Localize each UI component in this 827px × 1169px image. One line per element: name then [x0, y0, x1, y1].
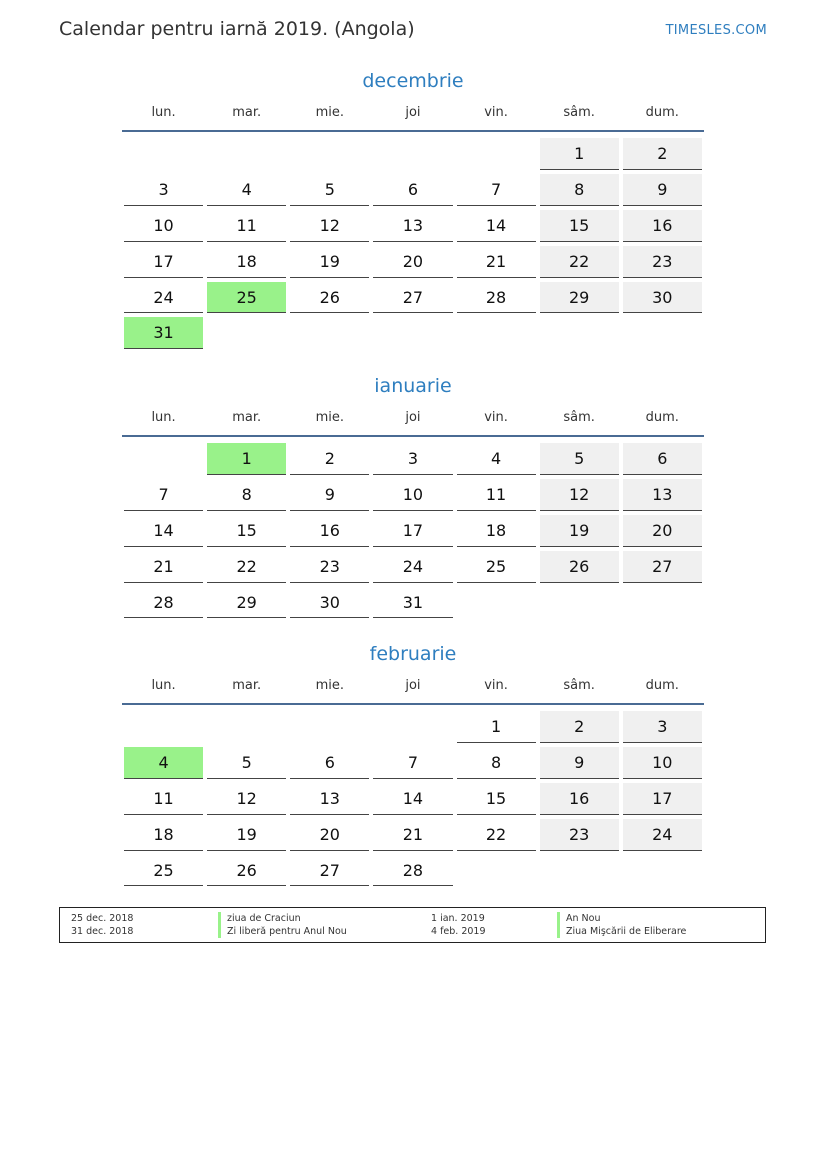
day-number: 22: [457, 819, 536, 851]
day-cell[interactable]: [371, 513, 454, 549]
day-cell[interactable]: [538, 817, 621, 853]
page-title: Calendar pentru iarnă 2019. (Angola): [59, 18, 415, 40]
day-number: 16: [290, 515, 369, 547]
weekday-label: vin.: [484, 105, 508, 120]
day-cell[interactable]: [371, 280, 454, 316]
legend-holiday-name: Ziua Mişcării de Eliberare: [557, 925, 686, 938]
day-number: 18: [457, 515, 536, 547]
month-title: ianuarie: [374, 375, 452, 397]
day-number: 4: [207, 174, 286, 206]
day-cell[interactable]: [122, 817, 205, 853]
weekday-label: vin.: [484, 678, 508, 693]
day-number: 27: [623, 551, 702, 583]
holiday-day-cell[interactable]: [205, 441, 288, 477]
weekday-label: sâm.: [563, 105, 595, 120]
day-number: 12: [290, 210, 369, 242]
day-cell[interactable]: [455, 781, 538, 817]
day-cell[interactable]: [538, 781, 621, 817]
day-cell[interactable]: [205, 781, 288, 817]
empty-cell: [288, 709, 371, 745]
day-number: 9: [540, 747, 619, 779]
day-number: 2: [540, 711, 619, 743]
day-number: 7: [124, 479, 203, 511]
day-cell[interactable]: [205, 477, 288, 513]
day-cell[interactable]: [455, 549, 538, 585]
day-cell[interactable]: [371, 781, 454, 817]
day-cell[interactable]: [371, 745, 454, 781]
day-cell[interactable]: [538, 745, 621, 781]
day-cell[interactable]: [371, 441, 454, 477]
weekday-label: mie.: [315, 105, 345, 120]
day-number: 28: [373, 855, 452, 887]
weekday-header: [122, 104, 704, 132]
day-cell[interactable]: [205, 513, 288, 549]
day-number: 29: [540, 282, 619, 314]
day-number: 9: [290, 479, 369, 511]
weekday-label: mie.: [315, 410, 345, 425]
day-cell[interactable]: [621, 244, 704, 280]
day-cell[interactable]: [122, 513, 205, 549]
day-number: 20: [623, 515, 702, 547]
day-number: 27: [290, 855, 369, 887]
day-number: 30: [290, 587, 369, 619]
day-cell[interactable]: [205, 745, 288, 781]
day-number: 24: [373, 551, 452, 583]
day-number: 23: [623, 246, 702, 278]
day-grid: [122, 441, 704, 620]
day-number: 1: [540, 138, 619, 170]
day-cell[interactable]: [205, 208, 288, 244]
day-cell[interactable]: [288, 244, 371, 280]
weekday-label: lun.: [151, 105, 176, 120]
day-cell[interactable]: [371, 477, 454, 513]
day-cell[interactable]: [288, 280, 371, 316]
weekday-label: mar.: [232, 410, 262, 425]
day-number: 23: [540, 819, 619, 851]
brand-link[interactable]: TIMESLES.COM: [665, 23, 767, 38]
holiday-legend: [59, 907, 766, 943]
empty-cell: [288, 136, 371, 172]
empty-cell: [455, 136, 538, 172]
day-cell[interactable]: [288, 585, 371, 621]
month-calendar-ianuarie: [122, 373, 704, 620]
legend-row: [60, 925, 765, 938]
day-cell[interactable]: [455, 208, 538, 244]
day-cell[interactable]: [371, 853, 454, 889]
day-number: 18: [124, 819, 203, 851]
day-number: 2: [290, 443, 369, 475]
day-number: 13: [290, 783, 369, 815]
day-number: 4: [124, 747, 203, 779]
day-number: 4: [457, 443, 536, 475]
day-number: 19: [290, 246, 369, 278]
day-cell[interactable]: [621, 136, 704, 172]
day-number: 1: [207, 443, 286, 475]
day-number: 8: [540, 174, 619, 206]
day-cell[interactable]: [371, 172, 454, 208]
day-cell[interactable]: [538, 172, 621, 208]
day-cell[interactable]: [288, 441, 371, 477]
weekday-label: mie.: [315, 678, 345, 693]
day-number: 26: [207, 855, 286, 887]
legend-holiday-name: Zi liberă pentru Anul Nou: [218, 925, 347, 938]
day-cell[interactable]: [538, 280, 621, 316]
day-cell[interactable]: [122, 781, 205, 817]
weekday-label: sâm.: [563, 410, 595, 425]
day-number: 16: [623, 210, 702, 242]
day-number: 5: [540, 443, 619, 475]
weekday-label: mar.: [232, 105, 262, 120]
day-number: 8: [207, 479, 286, 511]
day-number: 25: [207, 282, 286, 314]
day-number: 28: [457, 282, 536, 314]
weekday-label: dum.: [645, 678, 679, 693]
day-cell[interactable]: [538, 208, 621, 244]
day-number: 5: [290, 174, 369, 206]
day-cell[interactable]: [371, 208, 454, 244]
month-calendar-februarie: [122, 641, 704, 888]
day-cell[interactable]: [288, 513, 371, 549]
day-number: 14: [124, 515, 203, 547]
day-cell[interactable]: [455, 280, 538, 316]
day-number: 30: [623, 282, 702, 314]
day-number: 13: [373, 210, 452, 242]
day-cell[interactable]: [371, 817, 454, 853]
day-cell[interactable]: [455, 817, 538, 853]
weekday-header: [122, 677, 704, 705]
day-cell[interactable]: [621, 208, 704, 244]
day-cell[interactable]: [621, 513, 704, 549]
day-cell[interactable]: [455, 709, 538, 745]
day-cell[interactable]: [538, 244, 621, 280]
day-cell[interactable]: [122, 549, 205, 585]
day-cell[interactable]: [371, 244, 454, 280]
empty-cell: [122, 709, 205, 745]
weekday-label: sâm.: [563, 678, 595, 693]
day-number: 17: [623, 783, 702, 815]
day-number: 31: [124, 317, 203, 349]
day-number: 22: [540, 246, 619, 278]
day-cell[interactable]: [288, 208, 371, 244]
weekday-header: [122, 409, 704, 437]
day-number: 6: [623, 443, 702, 475]
day-number: 15: [540, 210, 619, 242]
day-number: 3: [124, 174, 203, 206]
day-cell[interactable]: [288, 817, 371, 853]
day-cell[interactable]: [455, 477, 538, 513]
day-cell[interactable]: [288, 745, 371, 781]
day-number: 10: [623, 747, 702, 779]
day-number: 25: [457, 551, 536, 583]
day-cell[interactable]: [205, 172, 288, 208]
month-title: decembrie: [362, 70, 464, 92]
day-number: 25: [124, 855, 203, 887]
day-number: 21: [373, 819, 452, 851]
day-number: 2: [623, 138, 702, 170]
day-number: 22: [207, 551, 286, 583]
day-cell[interactable]: [122, 853, 205, 889]
day-cell[interactable]: [538, 136, 621, 172]
empty-cell: [205, 709, 288, 745]
legend-date: 31 dec. 2018: [71, 926, 134, 937]
legend-holiday-name: ziua de Craciun: [218, 912, 301, 925]
day-cell[interactable]: [288, 477, 371, 513]
day-number: 31: [373, 587, 452, 619]
day-grid: [122, 709, 704, 888]
day-cell[interactable]: [122, 208, 205, 244]
day-number: 3: [623, 711, 702, 743]
day-cell[interactable]: [621, 817, 704, 853]
day-number: 15: [457, 783, 536, 815]
day-number: 7: [457, 174, 536, 206]
day-cell[interactable]: [538, 441, 621, 477]
day-number: 29: [207, 587, 286, 619]
day-number: 12: [207, 783, 286, 815]
day-number: 24: [623, 819, 702, 851]
day-number: 6: [373, 174, 452, 206]
day-cell[interactable]: [455, 513, 538, 549]
day-cell[interactable]: [538, 477, 621, 513]
day-cell[interactable]: [122, 280, 205, 316]
legend-date: 1 ian. 2019: [431, 913, 485, 924]
day-number: 21: [124, 551, 203, 583]
day-cell[interactable]: [205, 244, 288, 280]
legend-row: [60, 912, 765, 925]
day-number: 27: [373, 282, 452, 314]
day-number: 14: [373, 783, 452, 815]
day-cell[interactable]: [122, 585, 205, 621]
day-number: 28: [124, 587, 203, 619]
empty-cell: [371, 136, 454, 172]
day-number: 21: [457, 246, 536, 278]
day-number: 17: [124, 246, 203, 278]
day-number: 9: [623, 174, 702, 206]
day-number: 19: [540, 515, 619, 547]
weekday-label: joi: [405, 678, 421, 693]
day-cell[interactable]: [122, 172, 205, 208]
day-number: 3: [373, 443, 452, 475]
day-number: 11: [457, 479, 536, 511]
day-number: 8: [457, 747, 536, 779]
weekday-label: vin.: [484, 410, 508, 425]
weekday-label: mar.: [232, 678, 262, 693]
day-number: 20: [290, 819, 369, 851]
weekday-label: dum.: [645, 105, 679, 120]
day-number: 15: [207, 515, 286, 547]
day-number: 14: [457, 210, 536, 242]
day-cell[interactable]: [122, 477, 205, 513]
day-cell[interactable]: [205, 585, 288, 621]
day-cell[interactable]: [621, 781, 704, 817]
holiday-day-cell[interactable]: [122, 745, 205, 781]
day-number: 26: [540, 551, 619, 583]
day-cell[interactable]: [455, 172, 538, 208]
day-number: 12: [540, 479, 619, 511]
day-number: 11: [124, 783, 203, 815]
day-number: 23: [290, 551, 369, 583]
day-number: 18: [207, 246, 286, 278]
empty-cell: [122, 136, 205, 172]
weekday-label: lun.: [151, 678, 176, 693]
day-cell[interactable]: [288, 549, 371, 585]
day-number: 24: [124, 282, 203, 314]
day-cell[interactable]: [371, 549, 454, 585]
day-cell[interactable]: [288, 781, 371, 817]
day-cell[interactable]: [205, 549, 288, 585]
day-number: 10: [124, 210, 203, 242]
day-number: 1: [457, 711, 536, 743]
day-number: 17: [373, 515, 452, 547]
day-cell[interactable]: [538, 709, 621, 745]
day-number: 20: [373, 246, 452, 278]
day-cell[interactable]: [205, 817, 288, 853]
day-cell[interactable]: [621, 172, 704, 208]
empty-cell: [122, 441, 205, 477]
day-number: 13: [623, 479, 702, 511]
day-grid: [122, 136, 704, 351]
day-cell[interactable]: [621, 549, 704, 585]
day-cell[interactable]: [538, 549, 621, 585]
empty-cell: [205, 136, 288, 172]
day-cell[interactable]: [122, 244, 205, 280]
day-number: 26: [290, 282, 369, 314]
day-cell[interactable]: [621, 477, 704, 513]
day-cell[interactable]: [371, 585, 454, 621]
empty-cell: [371, 709, 454, 745]
day-number: 5: [207, 747, 286, 779]
legend-holiday-name: An Nou: [557, 912, 600, 925]
day-cell[interactable]: [455, 441, 538, 477]
weekday-label: lun.: [151, 410, 176, 425]
month-title: februarie: [369, 643, 457, 665]
day-cell[interactable]: [621, 280, 704, 316]
day-number: 10: [373, 479, 452, 511]
day-cell[interactable]: [621, 709, 704, 745]
weekday-label: joi: [405, 410, 421, 425]
legend-date: 4 feb. 2019: [431, 926, 486, 937]
weekday-label: dum.: [645, 410, 679, 425]
day-cell[interactable]: [455, 244, 538, 280]
holiday-day-cell[interactable]: [122, 315, 205, 351]
day-cell[interactable]: [538, 513, 621, 549]
weekday-label: joi: [405, 105, 421, 120]
holiday-day-cell[interactable]: [205, 280, 288, 316]
day-number: 11: [207, 210, 286, 242]
day-cell[interactable]: [205, 853, 288, 889]
day-cell[interactable]: [455, 745, 538, 781]
month-calendar-decembrie: [122, 68, 704, 351]
day-cell[interactable]: [621, 441, 704, 477]
day-cell[interactable]: [621, 745, 704, 781]
day-number: 6: [290, 747, 369, 779]
legend-date: 25 dec. 2018: [71, 913, 134, 924]
day-number: 19: [207, 819, 286, 851]
day-number: 16: [540, 783, 619, 815]
day-number: 7: [373, 747, 452, 779]
day-cell[interactable]: [288, 172, 371, 208]
day-cell[interactable]: [288, 853, 371, 889]
